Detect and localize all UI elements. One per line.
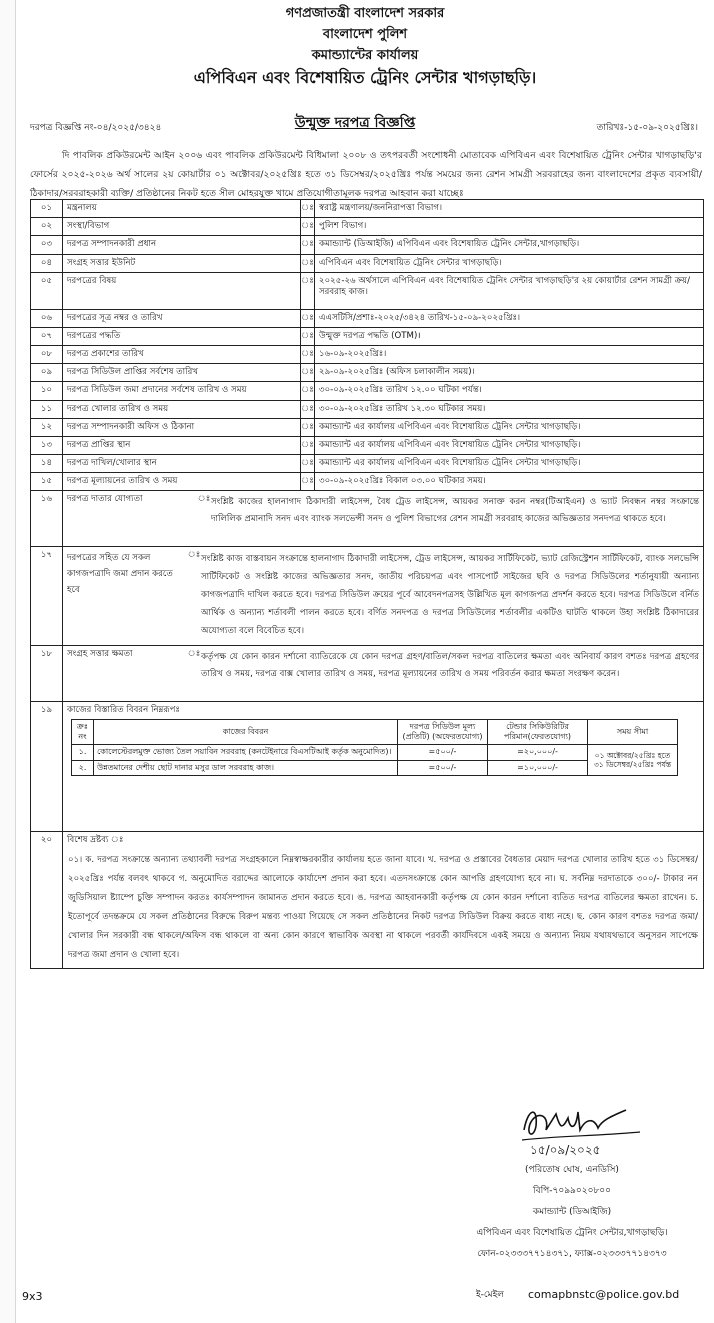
- row-label: দরপত্রের সূত্র নম্বর ও তারিখ: [63, 309, 301, 327]
- signatory-phone: ফোন-০২৩৩৩৭৭১৪৩৭১, ফ্যাক্স-০২৩৩৩৭৭১৪৩৭৩: [477, 1249, 667, 1259]
- row-label: দরপত্র প্রকাশের তারিখ: [63, 346, 301, 364]
- header-description: কাজের বিবরন: [94, 719, 398, 745]
- row-number: ১৩: [31, 436, 63, 454]
- footer-code: 9x3: [22, 1290, 43, 1303]
- table-row: [31, 646, 704, 702]
- row-number: ০৩: [31, 236, 63, 254]
- work-details-title: কাজের বিস্তারিত বিবরন নিম্নরূপঃ: [67, 705, 181, 716]
- row-value: ৩০-০৯-২০২৫খ্রিঃ তারিখ ১২.৩০ ঘটিকার সময়।: [315, 400, 704, 418]
- table-row: [31, 364, 704, 382]
- signatory-email: comapbnstc@police.gov.bd: [528, 1288, 680, 1301]
- row-colon: ঃ: [301, 364, 315, 382]
- item-price: =৫০০/-: [398, 760, 488, 775]
- signatory-name: (পরিতোষ ঘোষ, এনডিসি): [525, 1165, 619, 1175]
- row-colon: ঃ: [301, 218, 315, 236]
- row-value: পুলিশ বিভাগ।: [315, 218, 704, 236]
- table-row: [31, 491, 704, 547]
- row-value: এপিবিএন এবং বিশেষায়িত ট্রেনিং সেন্টার খাগড়াছড়ি।: [315, 254, 704, 272]
- item-price: =৫০০/-: [398, 745, 488, 760]
- signatory-bp: বিপি-৭০৯৯০২০৮০০: [533, 1186, 611, 1196]
- row-colon: ঃ: [301, 254, 315, 272]
- row-value: স্বরাষ্ট্র মন্ত্রণালয়/জননিরাপত্তা বিভাগ।: [315, 200, 704, 218]
- row-value: ৩০-০৯-২০২৫খ্রিঃ তারিখ ১২.০০ ঘটিকা পর্যন্ত।: [315, 382, 704, 400]
- row-value: এএসটিসি/প্রশাঃ-২০২৫/৩৪২৪ তারিখ-১৫-০৯-২০২৫খ্রিঃ।: [315, 309, 704, 327]
- row-label: দরপত্র সম্পাদনকারী প্রধান: [63, 236, 301, 254]
- unit-header: এপিবিএন এবং বিশেষায়িত ট্রেনিং সেন্টার খাগড়াছড়ি।: [193, 68, 537, 87]
- row-label: দরপত্র সিডিউল প্রাপ্তির সর্বশেষ তারিখ: [63, 364, 301, 382]
- table-row: [31, 418, 704, 436]
- office-header: কমান্ড্যান্টের কার্যালয়: [311, 48, 419, 63]
- govt-header: গণপ্রজাতন্ত্রী বাংলাদেশ সরকার: [285, 6, 445, 21]
- row-label: সংগ্রহ সত্তার ইউনিট: [63, 254, 301, 272]
- row-value: কমান্ড্যান্ট এর কার্যালয় এপিবিএন এবং বিশেষায়িত ট্রেনিং সেন্টার খাগড়াছড়ি।: [315, 455, 704, 473]
- row-label: দরপত্র প্রাপ্তির স্থান: [63, 436, 301, 454]
- row-label: সংস্থা/বিভাগ: [63, 218, 301, 236]
- row-number: ০৯: [31, 364, 63, 382]
- notice-title: উন্মুক্ত দরপত্র বিজ্ঞপ্তি: [294, 115, 416, 131]
- time-limit: ০১ অক্টোবর/২৫খ্রিঃ হতে ৩১ ডিসেম্বর/২৫খ্রিঃ পর্যন্ত: [588, 745, 678, 776]
- special-notes-title: বিশেষ দ্রষ্টব্য ঃ: [67, 835, 124, 846]
- tender-details-table: [30, 199, 704, 969]
- row-number: ২০: [31, 832, 63, 968]
- row-colon: ঃ: [301, 418, 315, 436]
- row-number: ১৫: [31, 473, 63, 491]
- row-number: ০২: [31, 218, 63, 236]
- table-row: [31, 272, 704, 309]
- row-value: কর্তৃপক্ষ যে কোন কারন দর্শানো ব্যাতিরেকে যে কোন দরপত্র গ্রহণ/বাতিল/সকল দরপত্র বাতিলের ক্ষমতা এবং অনিবার্য কারণ বশতঃ দরপত্র গ্রহণের তারিখ ও সময়, দরপত্র বাক্স খোলার তারিখ ও সময়, দরপত্র মূল্যায়নের তারিখ ও সময় পরিবর্তন করার ক্ষমতা সংরক্ষণ করেন।: [201, 652, 699, 680]
- row-value: উন্মুক্ত দরপত্র পদ্ধতি (OTM)।: [315, 327, 704, 345]
- row-colon: ঃ: [301, 200, 315, 218]
- table-row: [31, 346, 704, 364]
- row-label: দরপত্রের বিষয়: [63, 272, 301, 309]
- row-number: ১৮: [31, 646, 63, 702]
- item-number: ১.: [72, 745, 94, 760]
- header-schedule-price: দরপত্র সিডিউল মূল্য (প্রতিটি) (অফেরতযোগ্য): [398, 719, 488, 745]
- row-colon: ঃ: [301, 400, 315, 418]
- notice-date: তারিখঃ-১৫-০৯-২০২৫খ্রিঃ।: [596, 123, 698, 133]
- notice-reference: দরপত্র বিজ্ঞপ্তি নং-০৪/২০২৫/৩৪২৪: [30, 123, 162, 133]
- table-row: [31, 455, 704, 473]
- row-colon: ঃ: [187, 649, 201, 660]
- row-value: ২০২৫-২৬ অর্থসালে এপিবিএন এবং বিশেষায়িত ট্রেনিং সেন্টার খাগড়াছড়ি'র ২য় কোয়ার্টার রেশন সামগ্রী ক্রয়/সরবরাহ কাজ।: [315, 272, 704, 309]
- row-label: দরপত্র সিডিউল জমা প্রদানের সর্বশেষ তারিখ ও সময়: [63, 382, 301, 400]
- row-colon: ঃ: [301, 473, 315, 491]
- row-colon: ঃ: [197, 494, 211, 505]
- row-number: ১৬: [31, 491, 63, 547]
- row-number: ০৭: [31, 327, 63, 345]
- table-row: [31, 309, 704, 327]
- row-value: কমান্ড্যান্ট এর কার্যালয় এপিবিএন এবং বিশেষায়িত ট্রেনিং সেন্টার খাগড়াছড়ি।: [315, 418, 704, 436]
- header-time-limit: সময় সীমা: [588, 719, 678, 745]
- row-label: দরপত্র খোলার তারিখ ও সময়: [63, 400, 301, 418]
- row-value: ৩০-০৯-২০২৫খ্রিঃ বিকাল ০৩.০০ ঘটিকার সময়।: [315, 473, 704, 491]
- row-label: দরপত্র দাখিল/খোলার স্থান: [63, 455, 301, 473]
- row-number: ১২: [31, 418, 63, 436]
- row-colon: ঃ: [301, 309, 315, 327]
- signature-date: ১৫/০৯/২০২৫: [530, 1143, 601, 1157]
- row-value: ২৯-০৯-২০২৫খ্রিঃ (অফিস চলাকালীন সময়)।: [315, 364, 704, 382]
- row-number: ১৭: [31, 547, 63, 646]
- table-row: [31, 436, 704, 454]
- table-row: [31, 254, 704, 272]
- row-colon: ঃ: [301, 382, 315, 400]
- row-colon: ঃ: [301, 346, 315, 364]
- row-value: কমান্ড্যান্ট এর কার্যালয় এপিবিএন এবং বিশেষায়িত ট্রেনিং সেন্টার খাগড়াছড়ি।: [315, 436, 704, 454]
- signatory-office: এপিবিএন এবং বিশেষায়িত ট্রেনিং সেন্টার,খাগড়াছড়ি।: [476, 1228, 668, 1238]
- table-row: [31, 218, 704, 236]
- table-row: [31, 236, 704, 254]
- row-colon: ঃ: [301, 327, 315, 345]
- row-label: সংগ্রহ সত্তার ক্ষমতা: [67, 649, 133, 660]
- row-label: দরপত্রের পদ্ধতি: [63, 327, 301, 345]
- row-label: দরপত্র দাতার যোগ্যতা: [67, 494, 143, 505]
- item-security: =২০,০০০/-: [488, 745, 588, 760]
- work-header-row: [72, 719, 678, 745]
- row-colon: ঃ: [301, 436, 315, 454]
- table-row: [31, 832, 704, 968]
- row-value: সংশ্লিষ্ট কাজের হালনাগাদ ঠিকাদারী লাইসেন্স, বৈধ ট্রেড লাইসেন্স, আয়কর সনাক্ত করন নম্বর(টিআইএন) ও ভ্যাট নিবন্ধন নম্বর সংক্রান্তে দালিলিক প্রমানাদি সনদ এবং ব্যাংক সলভেন্সী সনদ ও পুলিশ বিভাগের রেশন সামগ্রী সরবরাহ কাজের অভিজ্ঞতার সনদপত্র থাকতে হবে।: [211, 497, 699, 525]
- item-number: ২.: [72, 760, 94, 775]
- row-colon: ঃ: [187, 550, 201, 561]
- row-number: ১৯: [31, 702, 63, 832]
- row-value: কমান্ড্যান্ট (ডিআইজি) এপিবিএন এবং বিশেষায়িত ট্রেনিং সেন্টার,খাগড়াছড়ি।: [315, 236, 704, 254]
- item-description: কোলেস্টেরলমুক্ত ভোজ্য তৈল সয়াবিন সরবরাহ (কনটেইনারে বিএসটিআই কর্তৃক অনুমোদিত)।: [94, 745, 398, 760]
- table-row: [31, 702, 704, 832]
- row-number: ০১: [31, 200, 63, 218]
- row-value: সংশ্লিষ্ট কাজ বাস্তবায়ন সংক্রান্তে হালনাগাদ ঠিকাদারী লাইসেন্স, ট্রেড লাইসেন্স, আয়কর সার্টিফিকেট, ভ্যাট রেজিস্ট্রেশন সার্টিফিকেট, ব্যাংক সলভেন্সি সার্টিফিকেট ও সংশ্লিষ্ট কাজের অভিজ্ঞতার সনদ, জাতীয় পরিচয়পত্র এবং পাসপোর্ট সাইজের ছবি ও দরপত্র সিডিউলের শর্তানুযায়ী অন্যান্য কাগজপত্রাদি দাখিল করতে হবে। দরপত্র সিডিউল ক্রয়ের পূর্বে আবেদনপত্রসহ উল্লিখিত মূল কাগজপত্র প্রদর্শন করতে হবে। দরপত্র সিডিউলে বর্নিত আর্থিক ও অন্যান্য শর্তাবলী পালন করতে হবে। বর্ণিত সনদপত্র ও দরপত্র সিডিউলের শর্তাবলীর একটিও ঘাটতি থাকলে উহা সংশ্লিষ্ট ঠিকাদারের অযোগ্যতা বলে বিবেচিত হবে।: [201, 554, 699, 637]
- special-notes: ০১। ক. দরপত্র সংক্রান্তে অন্যান্য তথ্যাবলী দরপত্র সংগ্রহকালে নিম্নস্বাক্ষরকারীর কার্যালয় হতে জানা যাবে। খ. দরপত্র ও প্রস্তাবের বৈধতার মেয়াদ দরপত্র খোলার তারিখ হতে ৩১ ডিসেম্বর/২০২৫খ্রিঃ পর্যন্ত বলবৎ থাকবে গ. অনুমোদিত বরাদ্দের আলোকে কার্যাদেশ প্রদান করা হবে। এতদসংক্রান্তে কোন আপত্তি গ্রহণযোগ্য হবে না। ঘ. সর্বনিম্ন দরদাতাকে ৩০০/- টাকার নন জুডিসিয়াল ষ্ট্যাম্পে চুক্তি সম্পাদন করতঃ কার্যসম্পাদন জামানত প্রদান করতে হবে। ঙ. দরপত্র আহবানকারী কর্তৃপক্ষ যে কোন কারন দর্শানো ব্যতিত দরপত্র বাতিলের ক্ষমতা রাখেন। চ. ইতোপূর্বে তদন্তক্রমে যে সকল প্রতিষ্ঠানের বিরুদ্ধে বিরুপ মন্তব্য পাওয়া গিয়েছে সে সকল প্রতিষ্ঠানের নিকট দরপত্র সিডিউল বিক্রয় করতে বাধ্য নহে। ছ. কোন কারণ বশতঃ দরপত্র জমা/খোলার দিন সরকারী বন্ধ থাকলে/অফিস বন্ধ থাকলে বা অন্য কোন কারণে স্বাভাবিক অবস্থা না থাকলে পরবর্তী কার্যদিবসে একই সময়ে ও অন্যান্য নিয়ম যথাযথভাবে অনুসরন সাপেক্ষে দরপত্র জমা প্রদান ও খোলা হবে।: [68, 854, 698, 960]
- row-colon: ঃ: [301, 236, 315, 254]
- row-label: মন্ত্রনালয়: [63, 200, 301, 218]
- item-security: =১০,০০০/-: [488, 760, 588, 775]
- work-items-table: [71, 719, 678, 777]
- row-number: ০৮: [31, 346, 63, 364]
- row-colon: ঃ: [301, 455, 315, 473]
- table-row: [31, 400, 704, 418]
- work-item-row: [72, 745, 678, 760]
- row-number: ১৪: [31, 455, 63, 473]
- table-row: [31, 547, 704, 646]
- signatory-designation: কমান্ড্যান্ট (ডিআইজি): [532, 1207, 612, 1217]
- row-number: ০৪: [31, 254, 63, 272]
- intro-paragraph: দি পাবলিক প্রকিউরমেন্ট আইন ২০০৬ এবং পাবলিক প্রকিউরমেন্ট বিধিমালা ২০০৮ ও তৎপরবর্তী সংশোধনী মোতাবেক এপিবিএন এবং বিশেষায়িত ট্রেনিং সেন্টার খাগড়াছড়ি'র ফোর্সের ২০২৫-২০২৬ অর্থ সালের ২য় কোয়ার্টার ০১ অক্টোবর/২০২৫খ্রিঃ হতে ৩১ ডিসেম্বর/২০২৫খ্রিঃ পর্যন্ত সময়ের জন্য রেশন সামগ্রী সরবরাহের জন্য বাংলাদেশের প্রকৃত ব্যবসায়ী/ঠিকাদার/সরবরাহকারী ব্যক্তি/ প্রতিষ্ঠানের নিকট হতে সীল মোহরযুক্ত খামে প্রতিযোগীতামূলক দরপত্র আহবান করা যাচ্ছেঃ: [30, 150, 702, 199]
- row-number: ০৬: [31, 309, 63, 327]
- police-header: বাংলাদেশ পুলিশ: [322, 27, 408, 42]
- table-row: [31, 200, 704, 218]
- scan-edge: [0, 0, 16, 1323]
- row-number: ০৫: [31, 272, 63, 309]
- row-label: দরপত্র মূল্যায়নের তারিখ ও সময়: [63, 473, 301, 491]
- row-label: দরপত্র সম্পাদনকারী অফিস ও ঠিকানা: [63, 418, 301, 436]
- row-label: দরপত্রের সহিত যে সকল কাগজপত্রাদি জমা প্রদান করতে হবে: [67, 553, 173, 596]
- item-description: উন্নতমানের দেশীয় ছোট দানার মসুর ডাল সরবরাহ কাজ।: [94, 760, 398, 775]
- row-number: ১১: [31, 400, 63, 418]
- handwritten-signature: [516, 1100, 646, 1158]
- email-label: ই-মেইল: [476, 1290, 504, 1300]
- row-number: ১০: [31, 382, 63, 400]
- table-row: [31, 473, 704, 491]
- table-row: [31, 327, 704, 345]
- work-item-row: [72, 760, 678, 775]
- table-row: [31, 382, 704, 400]
- header-tender-security: টেন্ডার সিকিউরিটির পরিমান(ফেরতযোগ্য): [488, 719, 588, 745]
- header-serial: ক্রঃ নং: [72, 719, 94, 745]
- row-value: ১৬-০৯-২০২৫খ্রিঃ।: [315, 346, 704, 364]
- row-colon: ঃ: [301, 272, 315, 309]
